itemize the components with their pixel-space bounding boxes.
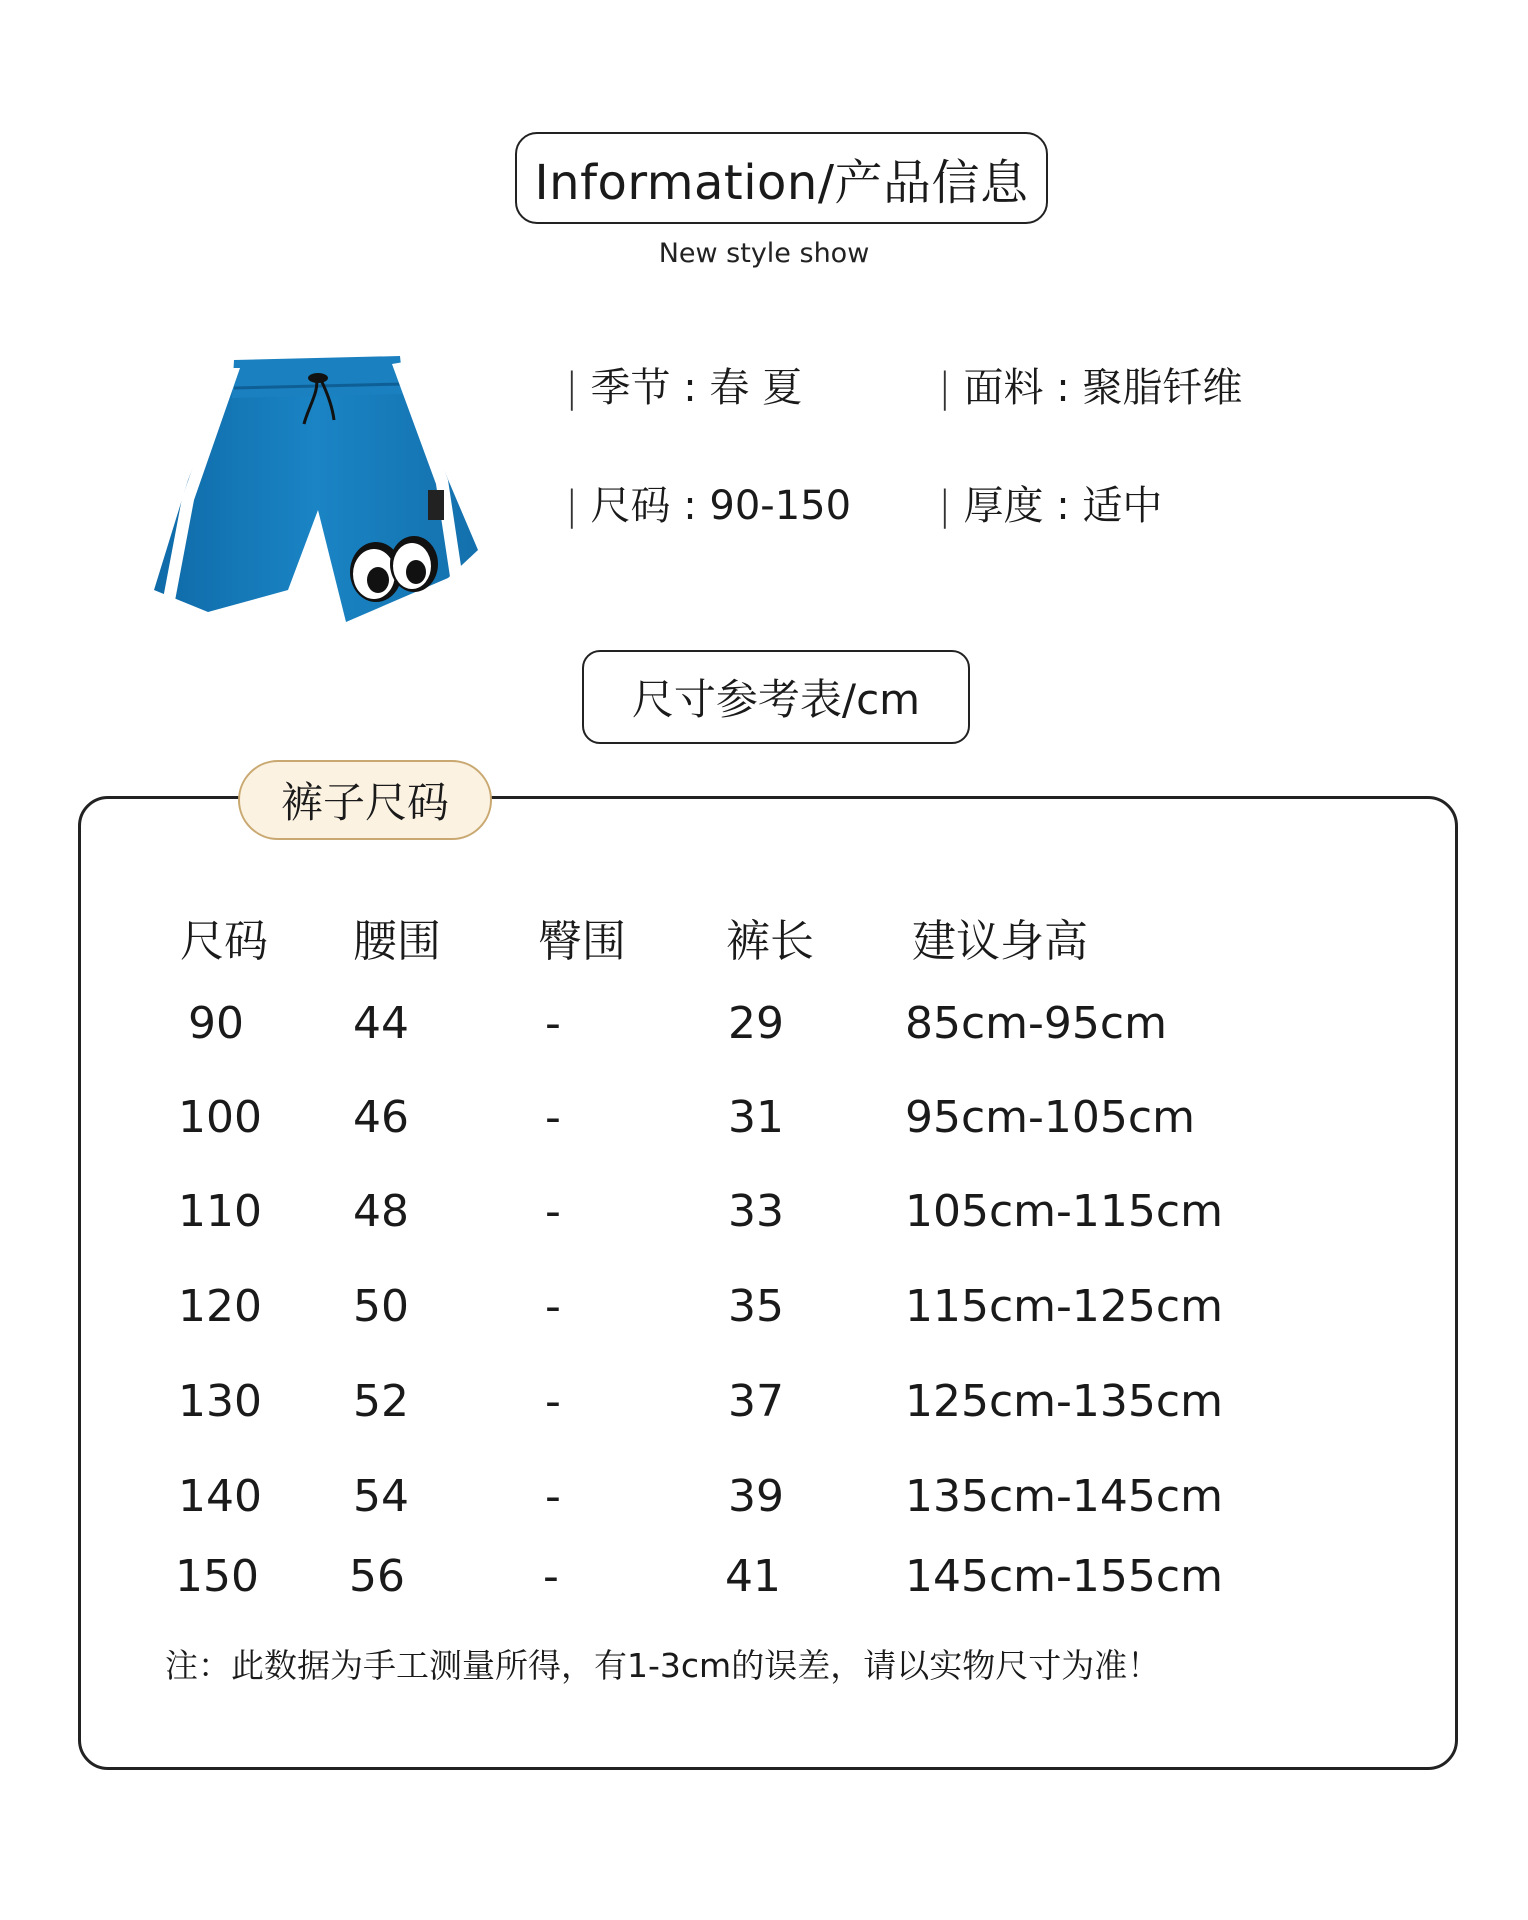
cell-height: 145cm-155cm <box>905 1551 1223 1602</box>
divider-bar: | <box>565 483 579 529</box>
info-size-text: 尺码 : 90-150 <box>590 483 852 529</box>
size-chart-title: 尺寸参考表/cm <box>582 650 970 744</box>
cell-hip: - <box>545 1186 561 1237</box>
cell-length: 39 <box>728 1471 784 1522</box>
cell-height: 95cm-105cm <box>905 1092 1195 1143</box>
cell-size: 140 <box>178 1471 262 1522</box>
info-fabric <box>938 356 1242 413</box>
cell-hip: - <box>545 1471 561 1522</box>
cell-waist: 52 <box>353 1376 409 1427</box>
cell-height: 105cm-115cm <box>905 1186 1223 1237</box>
table-header-waist: 腰围 <box>353 916 441 967</box>
info-fabric-text: 面料 : 聚脂钎维 <box>963 365 1243 411</box>
cell-size: 110 <box>178 1186 262 1237</box>
cell-waist: 44 <box>353 998 409 1049</box>
info-size <box>565 474 851 531</box>
cell-waist: 50 <box>353 1281 409 1332</box>
cell-size: 150 <box>175 1551 259 1602</box>
cell-waist: 46 <box>353 1092 409 1143</box>
cell-waist: 54 <box>353 1471 409 1522</box>
cell-length: 31 <box>728 1092 784 1143</box>
cell-height: 85cm-95cm <box>905 998 1167 1049</box>
cell-hip: - <box>543 1551 559 1602</box>
table-header-height: 建议身高 <box>912 916 1088 967</box>
cell-waist: 48 <box>353 1186 409 1237</box>
info-season <box>565 356 802 413</box>
divider-bar: | <box>938 483 952 529</box>
cell-length: 37 <box>728 1376 784 1427</box>
cell-height: 125cm-135cm <box>905 1376 1223 1427</box>
cell-length: 35 <box>728 1281 784 1332</box>
table-header-length: 裤长 <box>726 916 814 967</box>
measurement-note: 注：此数据为手工测量所得，有1-3cm的误差，请以实物尺寸为准！ <box>165 1646 1161 1685</box>
cell-size: 100 <box>178 1092 262 1143</box>
info-thickness <box>938 474 1162 531</box>
info-thickness-text: 厚度 : 适中 <box>963 483 1163 529</box>
divider-bar: | <box>565 365 579 411</box>
divider-bar: | <box>938 365 952 411</box>
cell-hip: - <box>545 1092 561 1143</box>
cell-length: 33 <box>728 1186 784 1237</box>
cell-hip: - <box>545 998 561 1049</box>
cell-height: 135cm-145cm <box>905 1471 1223 1522</box>
shorts-illustration-icon <box>148 350 503 640</box>
info-season-text: 季节 : 春 夏 <box>590 365 803 411</box>
cell-length: 41 <box>725 1551 781 1602</box>
cell-hip: - <box>545 1376 561 1427</box>
table-header-hip: 臀围 <box>538 916 626 967</box>
cell-waist: 56 <box>349 1551 405 1602</box>
cell-size: 90 <box>188 998 244 1049</box>
table-header-size: 尺码 <box>180 916 268 967</box>
cell-hip: - <box>545 1281 561 1332</box>
info-title: Information/产品信息 <box>515 132 1048 224</box>
info-subtitle: New style show <box>658 238 870 269</box>
cell-size: 120 <box>178 1281 262 1332</box>
cell-size: 130 <box>178 1376 262 1427</box>
cell-height: 115cm-125cm <box>905 1281 1223 1332</box>
table-label-pill: 裤子尺码 <box>238 760 492 840</box>
cell-length: 29 <box>728 998 784 1049</box>
